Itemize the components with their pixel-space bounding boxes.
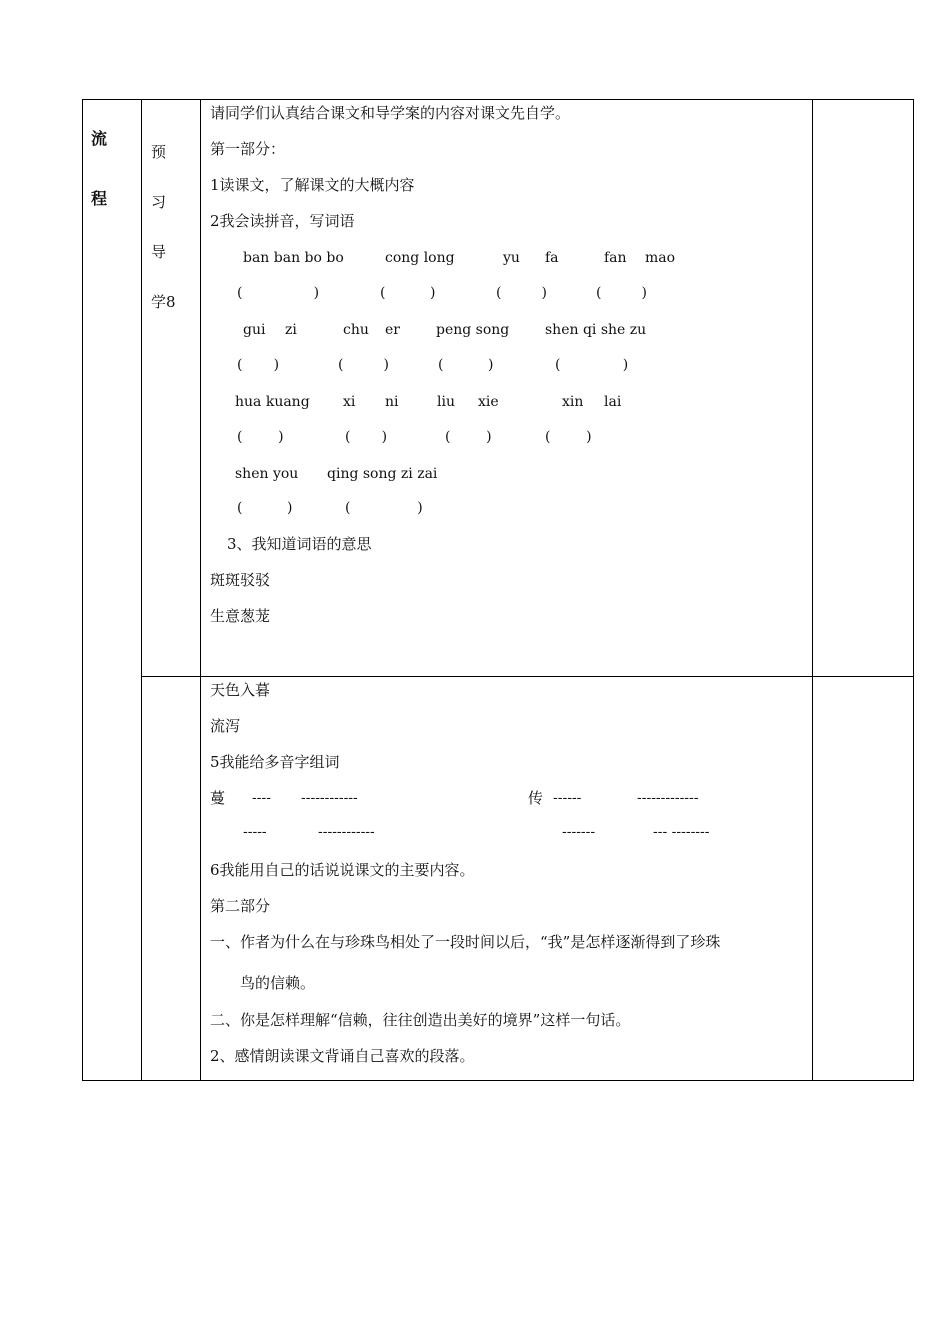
answer-bracket[interactable]: ( )	[345, 429, 388, 445]
answer-bracket[interactable]: ( )	[445, 429, 492, 445]
answer-bracket[interactable]: ( )	[596, 285, 647, 301]
item-2: 2我会读拼音，写词语	[210, 212, 355, 230]
flow-label-char-2: 程	[91, 189, 108, 208]
vocab-word: 生意葱茏	[210, 607, 271, 625]
answer-bracket[interactable]: ( )	[345, 500, 423, 516]
part-two-heading: 第二部分	[210, 897, 271, 915]
vocab-word: 斑斑驳驳	[210, 571, 271, 589]
answer-line[interactable]: -------	[562, 824, 596, 840]
preview-label-char-2: 习	[151, 193, 167, 211]
answer-bracket[interactable]: ( )	[338, 357, 389, 373]
vocab-word: 天色入暮	[210, 681, 271, 699]
item-6: 6我能用自己的话说说课文的主要内容。	[210, 861, 475, 879]
pinyin: ni	[385, 394, 399, 410]
answer-bracket[interactable]: ( )	[438, 357, 494, 373]
pinyin: shen qi she zu	[545, 322, 647, 338]
pinyin: gui	[243, 322, 266, 338]
pinyin: ban ban bo bo	[243, 250, 344, 266]
pinyin: lai	[604, 394, 622, 410]
pinyin: hua kuang	[235, 394, 310, 410]
answer-bracket[interactable]: ( )	[380, 285, 436, 301]
pinyin: xie	[478, 394, 499, 410]
intro-text: 请同学们认真结合课文和导学案的内容对课文先自学。	[210, 104, 571, 122]
question-2: 二、你是怎样理解“信赖，往往创造出美好的境界”这样一句话。	[210, 1011, 631, 1029]
answer-bracket[interactable]: ( )	[237, 285, 320, 301]
answer-line[interactable]: -----	[243, 824, 267, 840]
pinyin: shen you	[235, 466, 299, 482]
pinyin: xin	[562, 394, 584, 410]
polyphone-char: 蔓	[210, 789, 226, 807]
pinyin: fa	[545, 250, 559, 266]
pinyin: peng song	[436, 322, 510, 338]
question-1-line-2: 鸟的信赖。	[240, 974, 316, 992]
pinyin: yu	[503, 250, 520, 266]
vocab-word: 流泻	[210, 717, 241, 735]
question-3: 2、感情朗读课文背诵自己喜欢的段落。	[210, 1047, 475, 1065]
pinyin: xi	[343, 394, 356, 410]
item-5: 5我能给多音字组词	[210, 753, 340, 771]
answer-line[interactable]: ------------	[318, 824, 375, 840]
pinyin: mao	[645, 250, 676, 266]
pinyin: cong long	[385, 250, 455, 266]
answer-bracket[interactable]: ( )	[237, 500, 293, 516]
part-one-heading: 第一部分：	[210, 140, 286, 158]
answer-line[interactable]: ------	[553, 790, 582, 806]
answer-bracket[interactable]: ( )	[237, 429, 284, 445]
pinyin: fan	[604, 250, 627, 266]
pinyin: chu	[343, 322, 369, 338]
flow-label-char-1: 流	[91, 129, 108, 148]
answer-bracket[interactable]: ( )	[496, 285, 547, 301]
pinyin: zi	[285, 322, 297, 338]
preview-label-char-1: 预	[151, 143, 167, 161]
pinyin: qing song zi zai	[327, 466, 438, 482]
preview-label-char-4: 学8	[151, 293, 176, 311]
pinyin: liu	[437, 394, 455, 410]
answer-bracket[interactable]: ( )	[237, 357, 280, 373]
answer-line[interactable]: -------------	[637, 790, 699, 806]
question-1-line-1: 一、作者为什么在与珍珠鸟相处了一段时间以后，“我”是怎样逐渐得到了珍珠	[210, 933, 721, 951]
item-3: 3、我知道词语的意思	[227, 535, 372, 553]
col-divider-3	[812, 99, 813, 1081]
col-divider-2	[200, 99, 201, 1081]
answer-line[interactable]: --- --------	[653, 824, 710, 840]
answer-line[interactable]: ------------	[301, 790, 358, 806]
polyphone-char: 传	[528, 789, 544, 807]
preview-label-char-3: 导	[151, 243, 167, 261]
col-divider-1	[141, 99, 142, 1081]
answer-line[interactable]: ----	[252, 790, 271, 806]
pinyin: er	[385, 322, 400, 338]
row-divider	[141, 676, 914, 677]
answer-bracket[interactable]: ( )	[555, 357, 629, 373]
answer-bracket[interactable]: ( )	[545, 429, 592, 445]
item-1: 1读课文，了解课文的大概内容	[210, 176, 415, 194]
